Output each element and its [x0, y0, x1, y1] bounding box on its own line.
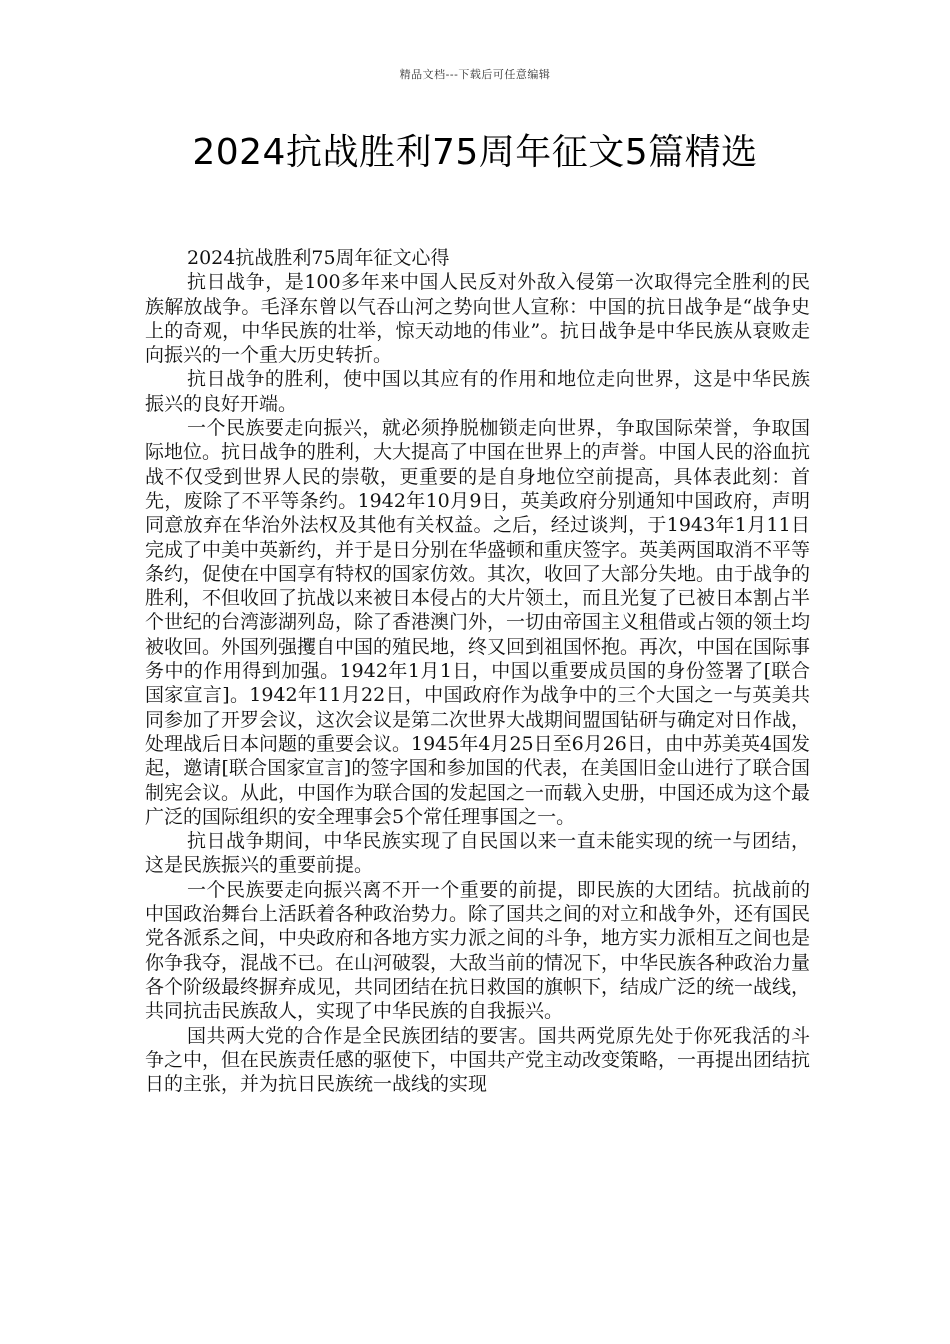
paragraph: 一个民族要走向振兴离不开一个重要的前提，即民族的大团结。抗战前的中国政治舞台上活跃着各种政治势力。除了国共之间的对立和战争外，还有国民党各派系之间，中央政府和各地方实力派之间的斗争，地方实力派相互之间也是你争我夺，混战不已。在山河破裂，大敌当前的情况下，中华民族各种政治力量各个阶级最终摒弃成见，共同团结在抗日救国的旗帜下，结成广泛的统一战线，共同抗击民族敌人，实现了中华民族的自我振兴。	[145, 878, 811, 1023]
header-note: 精品文档---下载后可任意编辑	[399, 68, 551, 81]
section-heading: 2024抗战胜利75周年征文心得	[187, 247, 450, 269]
paragraph: 国共两大党的合作是全民族团结的要害。国共两党原先处于你死我活的斗争之中，但在民族责任感的驱使下，中国共产党主动改变策略，一再提出团结抗日的主张，并为抗日民族统一战线的实现	[145, 1024, 811, 1096]
document-body	[145, 246, 810, 1096]
paragraph: 一个民族要走向振兴，就必须挣脱枷锁走向世界，争取国际荣誉，争取国际地位。抗日战争的胜利，大大提高了中国在世界上的声誉。中国人民的浴血抗战不仅受到世界人民的崇敬，更重要的是自身地位空前提高，具体表此刻：首先，废除了不平等条约。1942年10月9日，英美政府分别通知中国政府，声明同意放弃在华治外法权及其他有关权益。之后，经过谈判，于1943年1月11日完成了中美中英新约，并于是日分别在华盛顿和重庆签字。英美两国取消不平等条约，促使在中国享有特权的国家仿效。其次，收回了大部分失地。由于战争的胜利，不但收回了抗战以来被日本侵占的大片领土，而且光复了已被日本割占半个世纪的台湾澎湖列岛，除了香港澳门外，一切由帝国主义租借或占领的领土均被收回。外国列强攫自中国的殖民地，终又回到祖国怀抱。再次，中国在国际事务中的作用得到加强。1942年1月1日，中国以重要成员国的身份签署了[联合国家宣言]。1942年11月22日，中国政府作为战争中的三个大国之一与英美共同参加了开罗会议，这次会议是第二次世界大战期间盟国钻研与确定对日作战，处理战后日本问题的重要会议。1945年4月25日至6月26日，由中苏美英4国发起，邀请[联合国家宣言]的签字国和参加国的代表，在美国旧金山进行了联合国制宪会议。从此，中国作为联合国的发起国之一而载入史册，中国还成为这个最广泛的国际组织的安全理事会5个常任理事国之一。	[145, 417, 811, 828]
paragraph: 抗日战争的胜利，使中国以其应有的作用和地位走向世界，这是中华民族振兴的良好开端。	[145, 368, 810, 415]
paragraph: 抗日战争期间，中华民族实现了自民国以来一直未能实现的统一与团结，这是民族振兴的重要前提。	[145, 830, 810, 877]
document-title: 2024抗战胜利75周年征文5篇精选	[192, 132, 758, 173]
paragraph: 抗日战争，是100多年来中国人民反对外敌入侵第一次取得完全胜利的民族解放战争。毛泽东曾以气吞山河之势向世人宣称：中国的抗日战争是“战争史上的奇观，中华民族的壮举，惊天动地的伟业”。抗日战争是中华民族从衰败走向振兴的一个重大历史转折。	[145, 271, 810, 367]
